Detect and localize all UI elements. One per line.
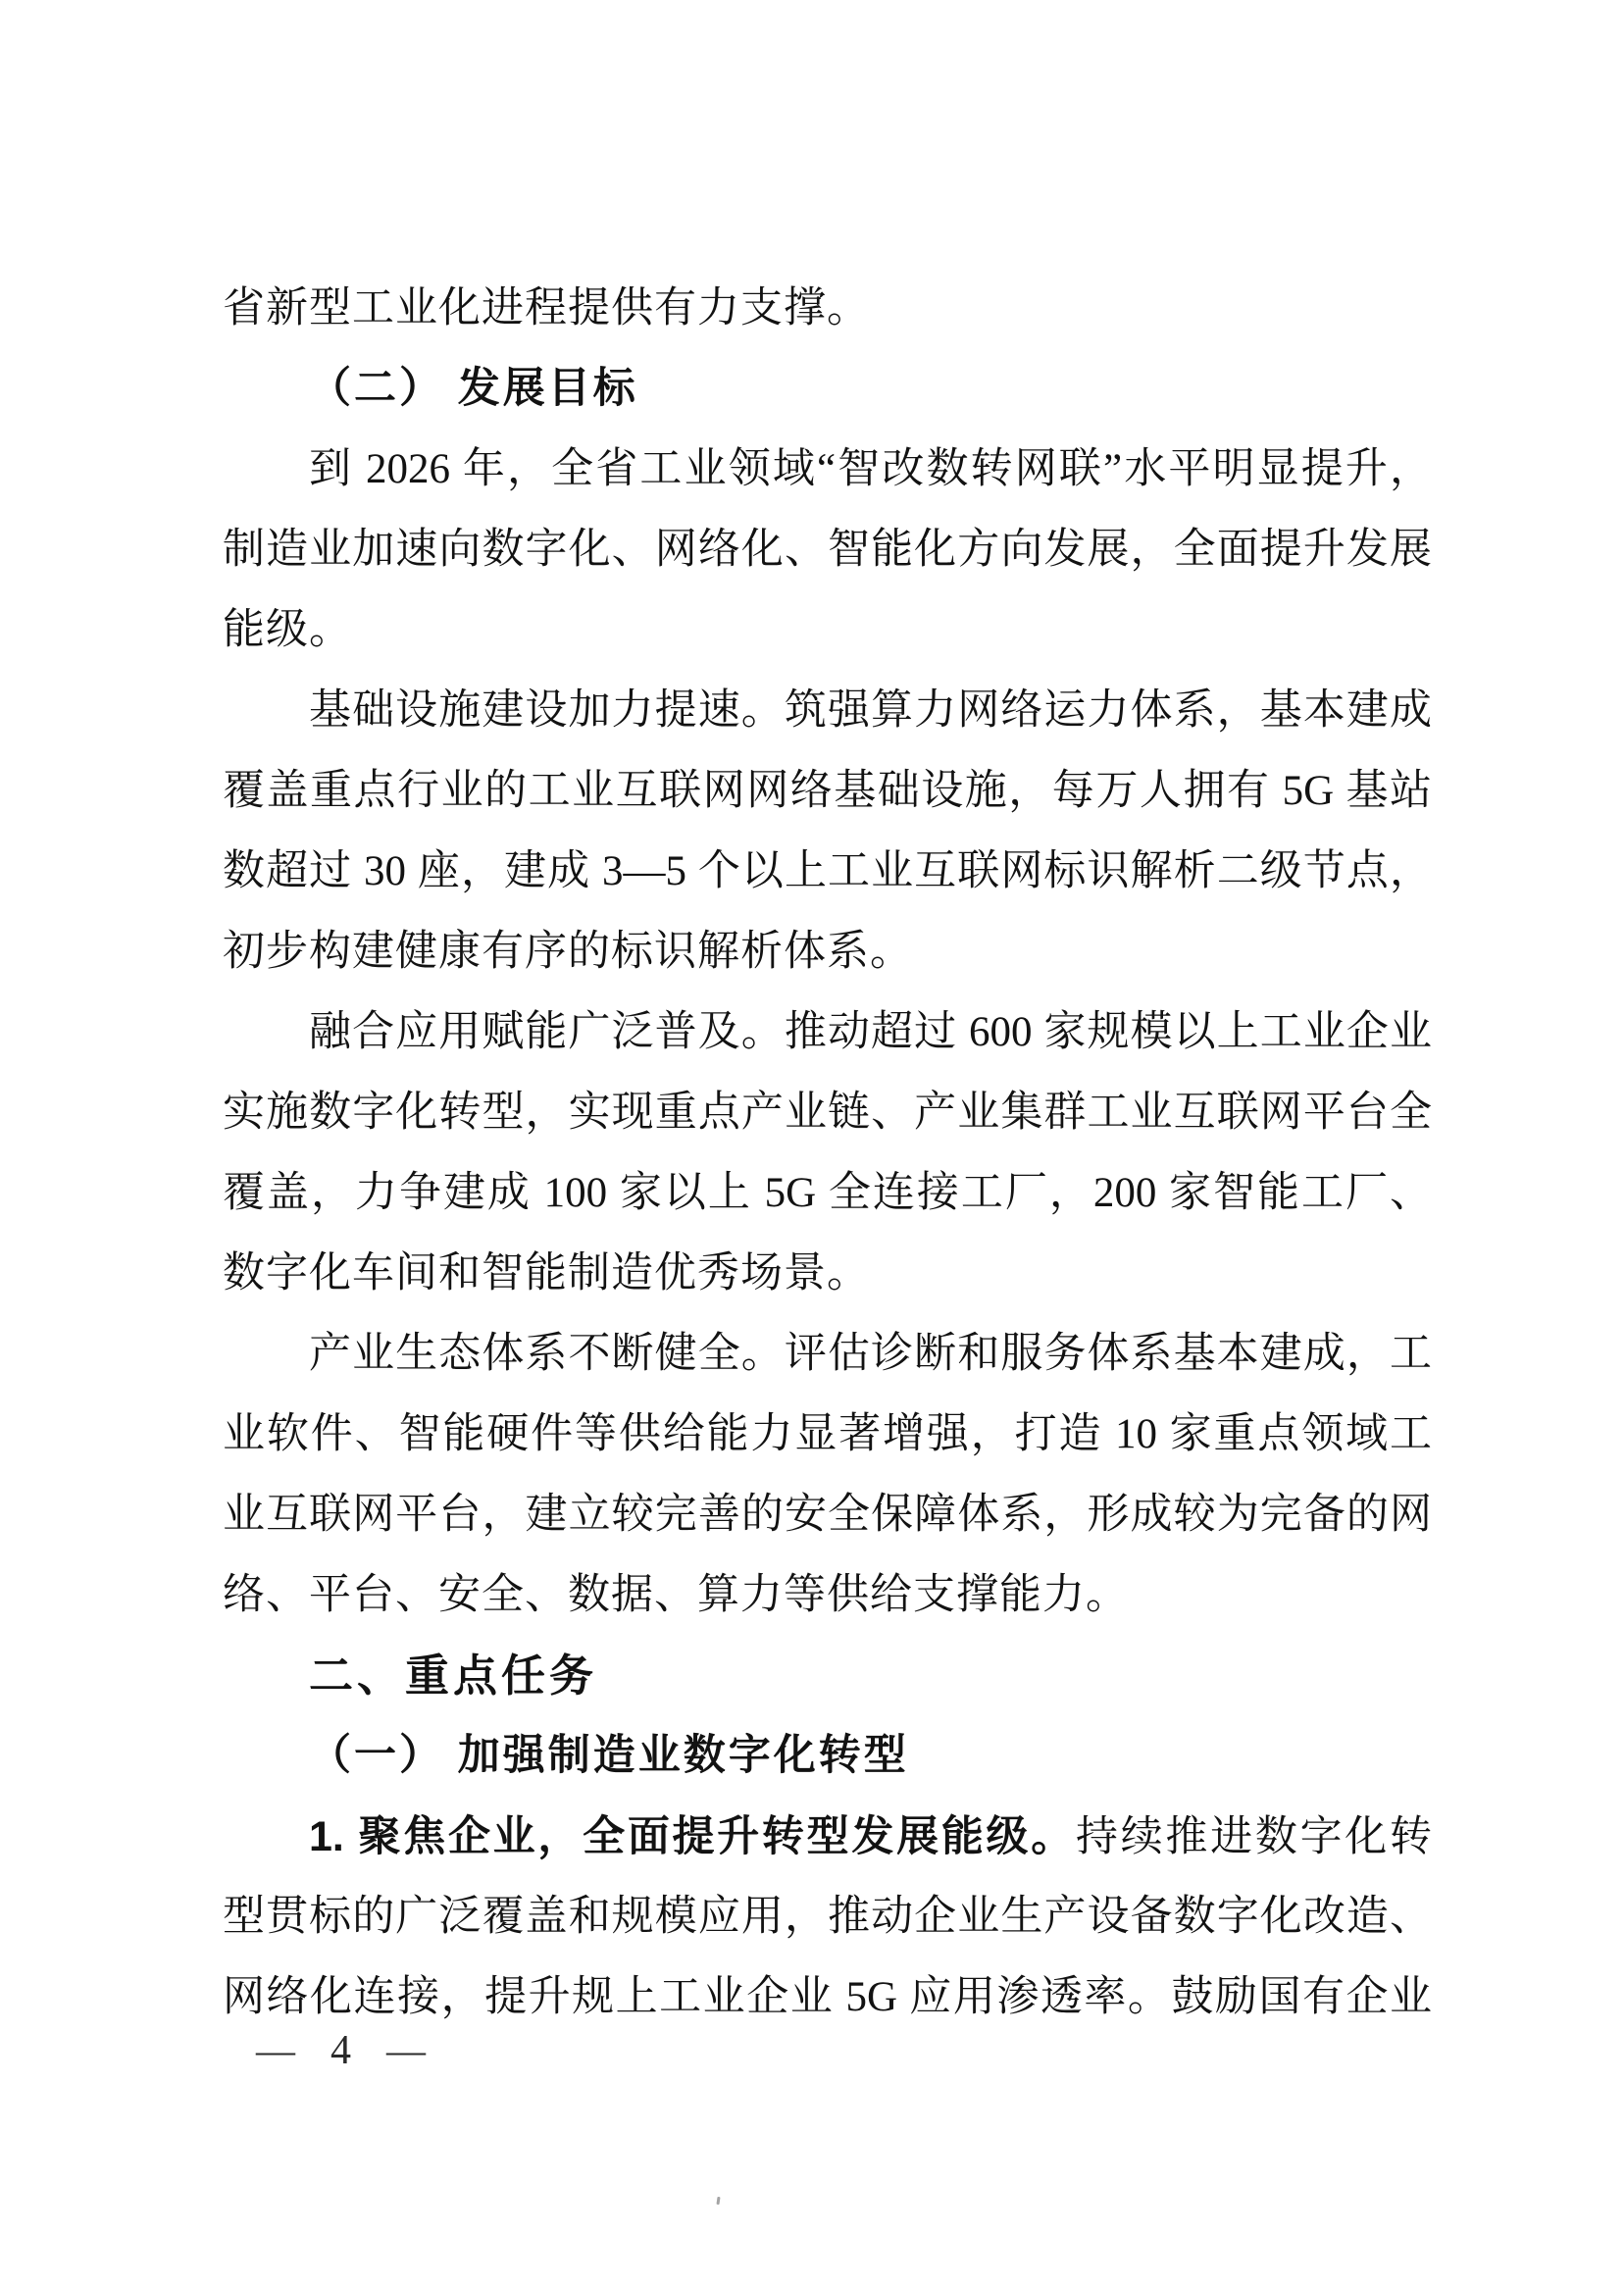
text-line: 业软件、智能硬件等供给能力显著增强，打造 10 家重点领域工 — [223, 1411, 1432, 1457]
subsection-heading: （一） 加强制造业数字化转型 — [309, 1733, 909, 1779]
page-number-dash-right: — — [386, 2028, 426, 2072]
document-body — [223, 269, 1432, 2038]
text-line: 能级。 — [223, 607, 352, 653]
scan-artifact-dot — [716, 2197, 720, 2205]
text-line: 到 2026 年，全省工业领域“智改数转网联”水平明显提升， — [309, 446, 1432, 492]
subsection-heading: （二） 发展目标 — [309, 366, 638, 412]
text-line: 1. 聚焦企业，全面提升转型发展能级。持续推进数字化转 — [309, 1813, 1432, 1860]
text-line: 初步构建健康有序的标识解析体系。 — [223, 929, 913, 975]
text-line: 型贯标的广泛覆盖和规模应用，推动企业生产设备数字化改造、 — [223, 1894, 1432, 1940]
text-line: 实施数字化转型，实现重点产业链、产业集群工业互联网平台全 — [223, 1090, 1432, 1136]
text-line: 产业生态体系不断健全。评估诊断和服务体系基本建成，工 — [309, 1331, 1432, 1377]
text-line: 制造业加速向数字化、网络化、智能化方向发展，全面提升发展 — [223, 527, 1432, 573]
text-line: 络、平台、安全、数据、算力等供给支撑能力。 — [223, 1572, 1129, 1618]
page-number — [256, 2028, 426, 2073]
text-line: 数超过 30 座，建成 3—5 个以上工业互联网标识解析二级节点， — [223, 848, 1432, 894]
section-heading: 二、重点任务 — [309, 1651, 598, 1701]
text-line: 业互联网平台，建立较完善的安全保障体系，形成较为完备的网 — [223, 1492, 1432, 1538]
text-line: 覆盖，力争建成 100 家以上 5G 全连接工厂，200 家智能工厂、 — [223, 1170, 1432, 1216]
page-number-value: 4 — [330, 2028, 351, 2073]
page-number-dash-left: — — [256, 2028, 295, 2072]
text-line: 网络化连接，提升规上工业企业 5G 应用渗透率。鼓励国有企业 — [223, 1974, 1432, 2020]
text-line: 基础设施建设加力提速。筑强算力网络运力体系，基本建成 — [309, 687, 1432, 734]
text-line: 数字化车间和智能制造优秀场景。 — [223, 1250, 870, 1296]
text-line: 覆盖重点行业的工业互联网网络基础设施，每万人拥有 5G 基站 — [223, 768, 1432, 814]
text-line: 省新型工业化进程提供有力支撑。 — [223, 285, 870, 331]
text-line: 融合应用赋能广泛普及。推动超过 600 家规模以上工业企业 — [309, 1009, 1432, 1055]
bold-lead-text: 1. 聚焦企业，全面提升转型发展能级。 — [309, 1813, 1076, 1860]
